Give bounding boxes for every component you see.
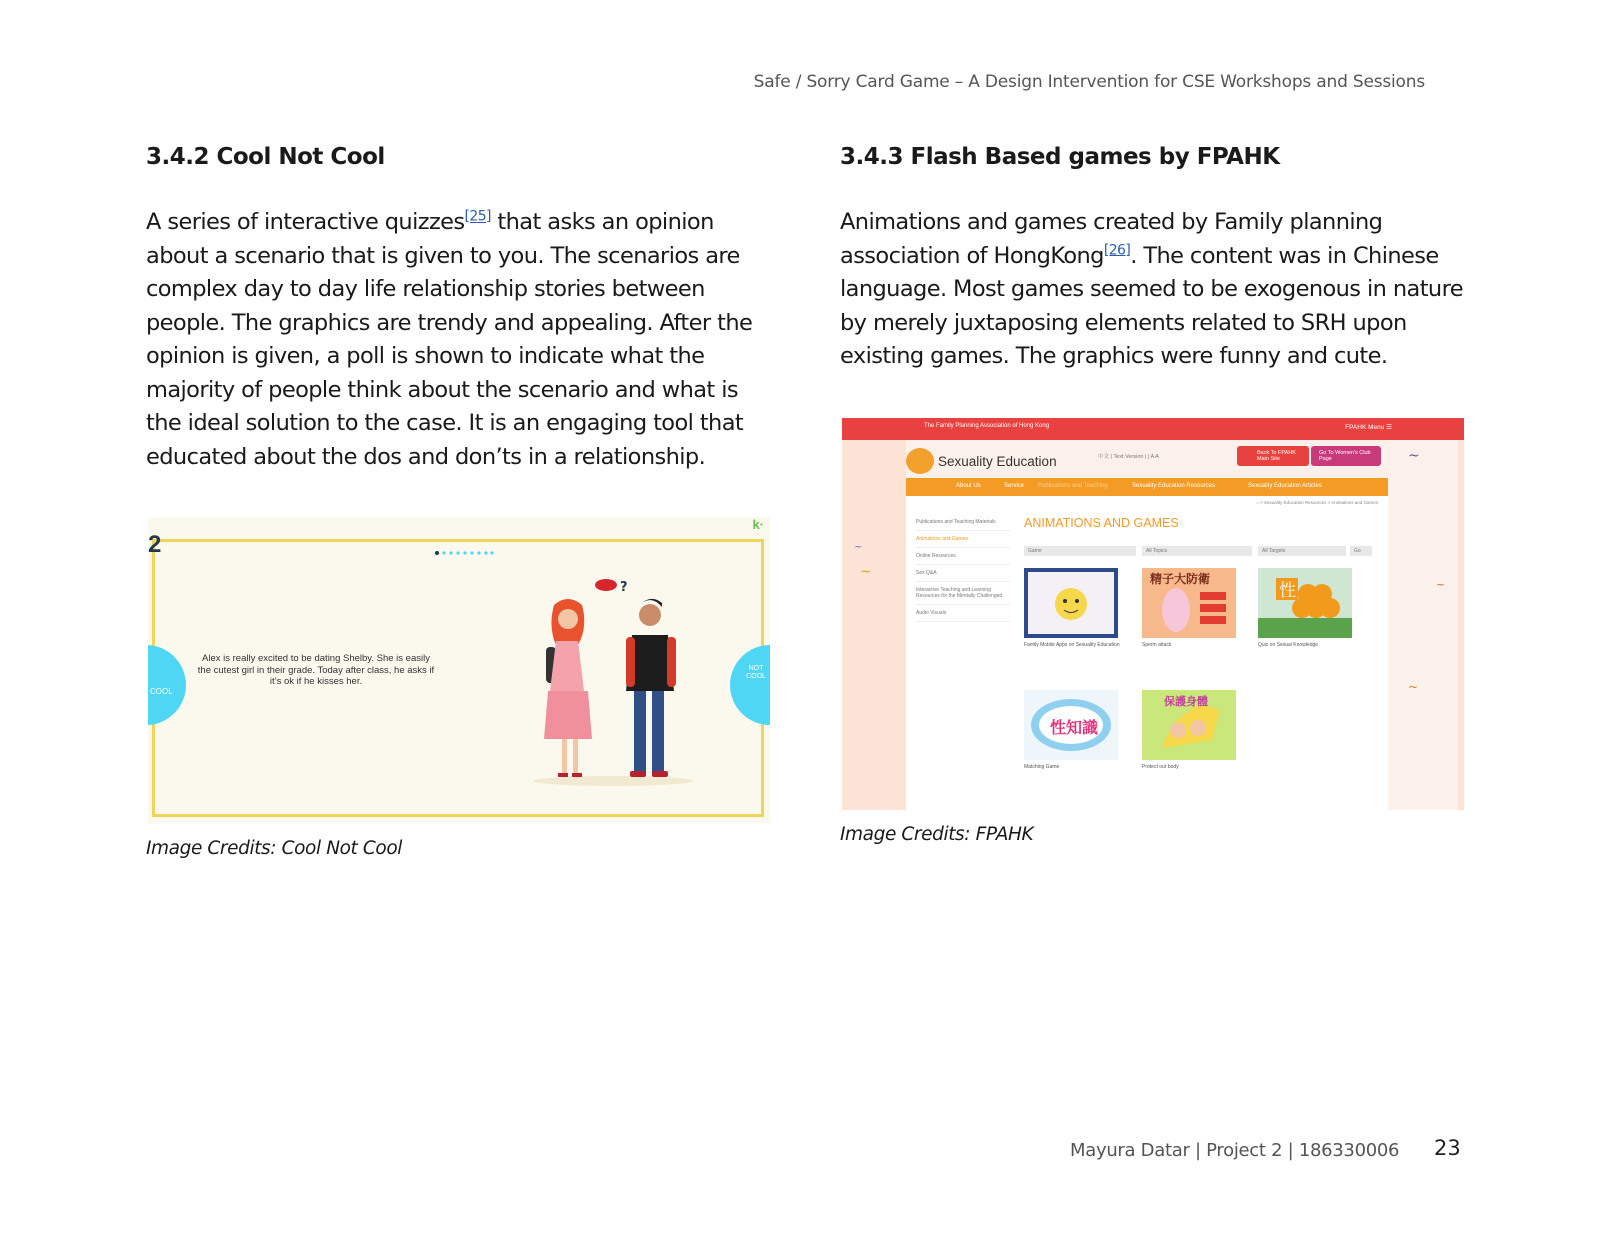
side-item[interactable]: Interactive Teaching and Learning Resources for the Mentally Challenged xyxy=(916,582,1010,605)
site-tools[interactable]: 中文 | Text Version | | A A xyxy=(1098,454,1159,460)
fpahk-top-bar xyxy=(842,418,1464,440)
sperm-attack-thumbnail xyxy=(1142,568,1236,638)
game-tile-protect-our-body[interactable] xyxy=(1142,690,1236,760)
game-tile-quiz-sexual-knowledge[interactable] xyxy=(1258,568,1352,638)
breadcrumb: ⌂ > Sexuality Education Resources > Animations and Games xyxy=(1256,500,1378,505)
protect-body-thumbnail xyxy=(1142,690,1236,760)
fpahk-org-name: The Family Planning Association of Hong Kong xyxy=(924,423,1050,429)
animations-games-title: ANIMATIONS AND GAMES xyxy=(1024,516,1179,530)
protect-body-title-text: 保護身體 xyxy=(1164,695,1208,708)
decorative-doodle: ~ xyxy=(854,542,863,553)
tile-label: Matching Game xyxy=(1024,764,1060,770)
fpahk-screenshot xyxy=(842,418,1464,810)
para-text: Animations and games created by Family planning association of HongKong xyxy=(840,209,1383,269)
scenario-text: Alex is really excited to be dating Shelby. She is easily the cutest girl in their grade. Today after class, he asks if it’s ok if he kisses her. xyxy=(197,653,435,687)
nav-publications[interactable]: Publications and Teaching xyxy=(1038,483,1108,489)
couple-illustration xyxy=(528,567,698,787)
para-text: that asks an opinion about a scenario that is given to you. The scenarios are complex day to day life relationship stories between people. The graphics are trendy and appealing. After the opinion is given, a poll is shown to indicate what the majority of people think about the scenario and what is the ideal solution to the case. It is an engaging tool that educated about the dos and don’ts in a relationship. xyxy=(146,209,753,470)
para-text: A series of interactive quizzes xyxy=(146,209,465,235)
side-item[interactable]: Sex Q&A xyxy=(916,565,1010,582)
brand-logo: k· xyxy=(752,517,764,532)
progress-dots xyxy=(434,550,494,556)
decorative-doodle: ~ xyxy=(1408,680,1419,694)
site-nav xyxy=(906,478,1388,496)
footnote-link-26[interactable]: [26] xyxy=(1103,242,1131,258)
section-heading-fpahk: 3.4.3 Flash Based games by FPAHK xyxy=(840,144,1280,170)
not-cool-label: NOT COOL xyxy=(746,665,766,680)
side-item[interactable]: Publications and Teaching Materials xyxy=(916,514,1010,531)
womens-club-button[interactable] xyxy=(1311,446,1381,466)
go-button[interactable]: Go xyxy=(1350,546,1372,556)
side-item[interactable]: Online Resources xyxy=(916,548,1010,565)
page-number: 23 xyxy=(1434,1136,1461,1160)
nav-resources[interactable]: Sexuality Education Resources xyxy=(1132,483,1216,489)
decorative-doodle: ~ xyxy=(1436,578,1446,591)
side-item-active[interactable]: Animations and Games xyxy=(916,531,1010,548)
right-column xyxy=(840,144,1465,374)
side-item[interactable]: Audio Visuals xyxy=(916,605,1010,622)
footnote-link-25[interactable]: [25] xyxy=(464,208,491,225)
sexuality-education-logo xyxy=(906,448,934,474)
decorative-doodle: ~ xyxy=(1408,448,1420,464)
sperm-attack-title-text: 精子大防衛 xyxy=(1150,572,1211,586)
fpahk-paragraph xyxy=(840,206,1465,374)
game-tile-sperm-attack[interactable] xyxy=(1142,568,1236,638)
quiz-thumbnail-character: 性 xyxy=(1279,581,1296,601)
question-number: 2 xyxy=(148,531,162,558)
target-filter[interactable]: All Targets xyxy=(1258,546,1346,556)
game-tile-family-mobile-apps[interactable] xyxy=(1024,568,1118,638)
fpahk-menu-button[interactable]: FPAHK Menu ☰ xyxy=(1345,424,1392,431)
cool-not-cool-screenshot xyxy=(148,517,770,823)
topic-filter[interactable]: All Topics xyxy=(1142,546,1252,556)
left-column xyxy=(146,144,771,474)
matching-thumbnail xyxy=(1024,690,1118,760)
type-filter[interactable]: Game xyxy=(1024,546,1136,556)
image-caption-fpahk: Image Credits: FPAHK xyxy=(840,824,1034,845)
tile-label: Sperm attack xyxy=(1142,642,1172,648)
tile-label: Family Mobile Apps on Sexuality Education xyxy=(1024,642,1120,648)
site-content xyxy=(906,496,1388,810)
tile-label: Quiz on Sexual Knowledge xyxy=(1258,642,1319,648)
running-header: Safe / Sorry Card Game – A Design Intervention for CSE Workshops and Sessions xyxy=(753,72,1425,92)
site-title: Sexuality Education xyxy=(938,454,1057,469)
sun-game-thumbnail xyxy=(1024,568,1118,638)
bubble-question-mark: ? xyxy=(620,580,628,595)
side-menu xyxy=(916,514,1010,622)
cool-label: COOL xyxy=(150,687,173,696)
filter-bar xyxy=(1024,546,1374,556)
section-heading-cool-not-cool: 3.4.2 Cool Not Cool xyxy=(146,144,385,170)
para-text: . The content was in Chinese language. Most games seemed to be exogenous in nature by merely juxtaposing elements related to SRH upon existing games. The graphics were funny and cute. xyxy=(840,242,1463,369)
tile-label: Protect our body xyxy=(1142,764,1179,770)
back-to-main-site-button[interactable] xyxy=(1237,446,1309,466)
quiz-thumbnail xyxy=(1258,568,1352,638)
cool-not-cool-paragraph xyxy=(146,206,771,474)
game-tile-matching-game[interactable] xyxy=(1024,690,1118,760)
nav-about-us[interactable]: About Us xyxy=(956,483,981,489)
nav-articles[interactable]: Sexuality Education Articles xyxy=(1248,483,1322,489)
womens-club-label: Go To Women's Club Page xyxy=(1319,450,1371,462)
nav-service[interactable]: Service xyxy=(1004,483,1025,489)
decorative-doodle: ~ xyxy=(860,564,872,580)
image-caption-cool-not-cool: Image Credits: Cool Not Cool xyxy=(146,838,402,859)
back-button-label: Back To FPAHK Main Site xyxy=(1257,450,1296,462)
matching-thumbnail-text: 性知識 xyxy=(1050,718,1099,737)
footer-author: Mayura Datar | Project 2 | 186330006 xyxy=(1070,1140,1400,1161)
